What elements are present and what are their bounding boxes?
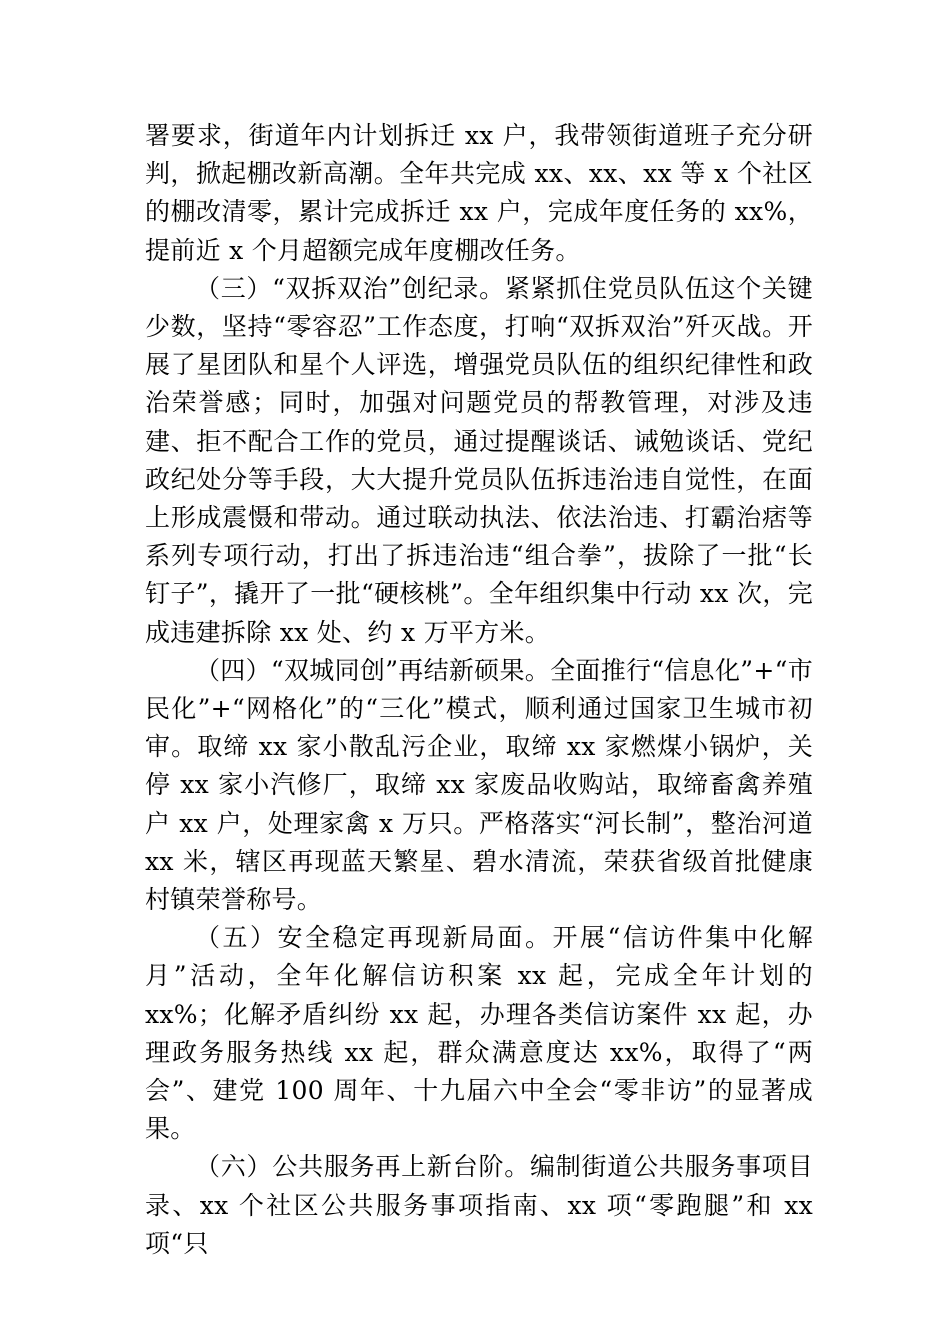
paragraph-section-3: （三）“双拆双治”创纪录。紧紧抓住党员队伍这个关键少数，坚持“零容忍”工作态度，打响“双拆双治”歼灭战。开展了星团队和星个人评选，增强党员队伍的组织纪律性和政治荣誉感；同时，加强对问题党员的帮教管理，对涉及违建、拒不配合工作的党员，通过提醒谈话、诫勉谈话、党纪政纪处分等手段，大大提升党员队伍拆违治违自觉性，在面上形成震慑和带动。通过联动执法、依法治违、打霸治痞等系列专项行动，打出了拆违治违“组合拳”，拔除了一批“长钉子”，撬开了一批“硬核桃”。全年组织集中行动 xx 次，完成违建拆除 xx 处、约 x 万平方米。	[145, 273, 813, 647]
paragraph-section-5: （五）安全稳定再现新局面。开展“信访件集中化解月”活动，全年化解信访积案 xx 起，完成全年计划的 xx%；化解矛盾纠纷 xx 起，办理各类信访案件 xx 起，办理政务服务热线 xx 起，群众满意度达 xx%，取得了“两会”、建党 100 周年、十九届六中全会“零非访”的显著成果。	[145, 923, 813, 1144]
paragraph-section-6: （六）公共服务再上新台阶。编制街道公共服务事项目录、xx 个社区公共服务事项指南、xx 项“零跑腿”和 xx 项“只	[145, 1152, 813, 1258]
paragraph-continuation: 署要求，街道年内计划拆迁 xx 户，我带领街道班子充分研判，掀起棚改新高潮。全年共完成 xx、xx、xx 等 x 个社区的棚改清零，累计完成拆迁 xx 户，完成年度任务的 xx%，提前近 x 个月超额完成年度棚改任务。	[145, 121, 813, 265]
paragraph-section-4: （四）“双城同创”再结新硕果。全面推行“信息化”+“市民化”+“网格化”的“三化”模式，顺利通过国家卫生城市初审。取缔 xx 家小散乱污企业，取缔 xx 家燃煤小锅炉，关停 xx 家小汽修厂，取缔 xx 家废品收购站，取缔畜禽养殖户 xx 户，处理家禽 x 万只。严格落实“河长制”，整治河道 xx 米，辖区再现蓝天繁星、碧水清流，荣获省级首批健康村镇荣誉称号。	[145, 655, 813, 915]
document-body	[145, 117, 813, 1263]
